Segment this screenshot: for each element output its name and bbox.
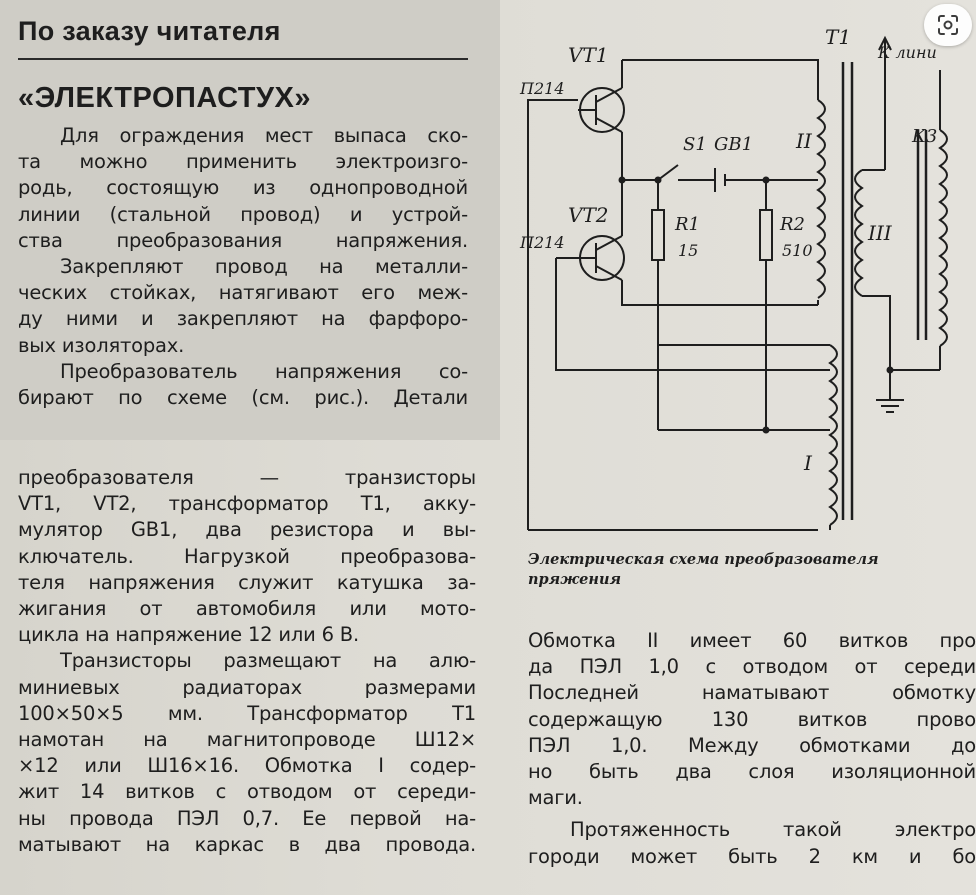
text-line: Для ограждения мест выпаса ско- [60,124,468,147]
caption-line: Электрическая схема преобразователя [528,551,879,568]
text-line: жигания от автомобиля или мото- [18,597,476,621]
left-column-top [18,123,468,411]
label-s1: S1 [683,134,707,155]
wire [528,100,578,530]
lens-search-icon [937,14,959,36]
text-line: маги. [528,786,583,810]
label-r2-value: 510 [782,241,813,260]
label-r1: R1 [675,214,701,235]
winding-i-coil [830,345,837,525]
text-line: ства преобразования напряжения. [18,228,468,252]
label-vt2-type: П214 [520,233,565,252]
caption-line: пряжения [528,571,622,588]
text-line: городи может быть 2 км и бо [528,844,976,868]
text-line: матывают на каркас в два провода. [18,832,476,856]
right-column [528,628,976,888]
text-line: да ПЭЛ 1,0 с отводом от середи [528,655,976,679]
k3-secondary-coil [940,130,947,346]
text-line: родь, состоящую из однопроводной [18,176,468,200]
label-vt1: VT1 [568,43,609,67]
text-line: содержащую 130 витков прово [528,707,976,731]
text-line: теля напряжения служит катушка за- [18,570,476,594]
text-line: Протяженность такой электро [570,818,976,842]
figure-caption [528,550,948,590]
label-r1-value: 15 [678,241,699,260]
text-line: ×12 или Ш16×16. Обмотка I содер- [18,754,476,778]
text-line: жит 14 витков с отводом от середи- [18,780,476,804]
text-line: Транзисторы размещают на алю- [60,649,476,673]
article-title: «ЭЛЕКТРОПАСТУХ» [18,82,312,114]
label-winding-ii: II [796,129,812,153]
text-line: 100×50×5 мм. Трансформатор Т1 [18,701,476,725]
text-line: Последней наматывают обмотку [528,681,976,705]
label-vt2: VT2 [568,203,609,227]
label-k3: К3 [912,126,938,147]
lens-search-button[interactable] [924,4,972,46]
text-line: мулятор GB1, два резистора и вы- [18,518,476,542]
label-t1: T1 [825,25,852,49]
circuit-schematic [500,0,976,560]
text-line: миниевых радиаторах размерами [18,675,476,699]
label-r2: R2 [780,214,806,235]
text-line: та можно применить электроизго- [18,150,468,174]
text-line: но быть два слоя изоляционной [528,760,976,784]
text-line: VT1, VT2, трансформатор Т1, акку- [18,492,476,516]
wire [622,60,818,100]
section-header: По заказу читателя [18,16,281,46]
resistor-r2-symbol [760,210,772,260]
text-line: Преобразователь напряжения со- [60,359,468,383]
text-line: Закрепляют провод на металли- [60,255,468,279]
text-line: бирают по схеме (см. рис.). Детали [18,386,468,410]
text-line: намотан на магнитопроводе Ш12× [18,728,476,752]
text-line: вых изоляторах. [18,333,185,357]
label-to-line: К лини [878,43,937,62]
text-line: Обмотка II имеет 60 витков про [528,629,976,652]
text-line: ческих стойках, натягивают его меж- [18,281,468,305]
text-line: ключатель. Нагрузкой преобразова- [18,544,476,568]
text-line: ны провода ПЭЛ 0,7. Ее первой на- [18,806,476,830]
text-line: ПЭЛ 1,0. Между обмотками до [528,733,976,757]
winding-ii-coil [818,100,825,298]
resistor-r1-symbol [652,210,664,260]
header-rule [18,58,468,60]
text-line: линии (стальной провод) и устрой- [18,202,468,226]
switch-s1-symbol [658,165,678,180]
text-line: преобразователя — транзисторы [18,466,476,489]
label-winding-i: I [804,451,812,475]
text-line: ду ними и закрепляют на фарфоро- [18,307,468,331]
text-line: цикла на напряжение 12 или 6 В. [18,623,359,647]
label-vt1-type: П214 [520,79,565,98]
winding-iii-coil [855,170,862,296]
label-gb1: GB1 [714,134,754,155]
label-winding-iii: III [868,221,892,245]
left-column-bottom [18,465,476,858]
